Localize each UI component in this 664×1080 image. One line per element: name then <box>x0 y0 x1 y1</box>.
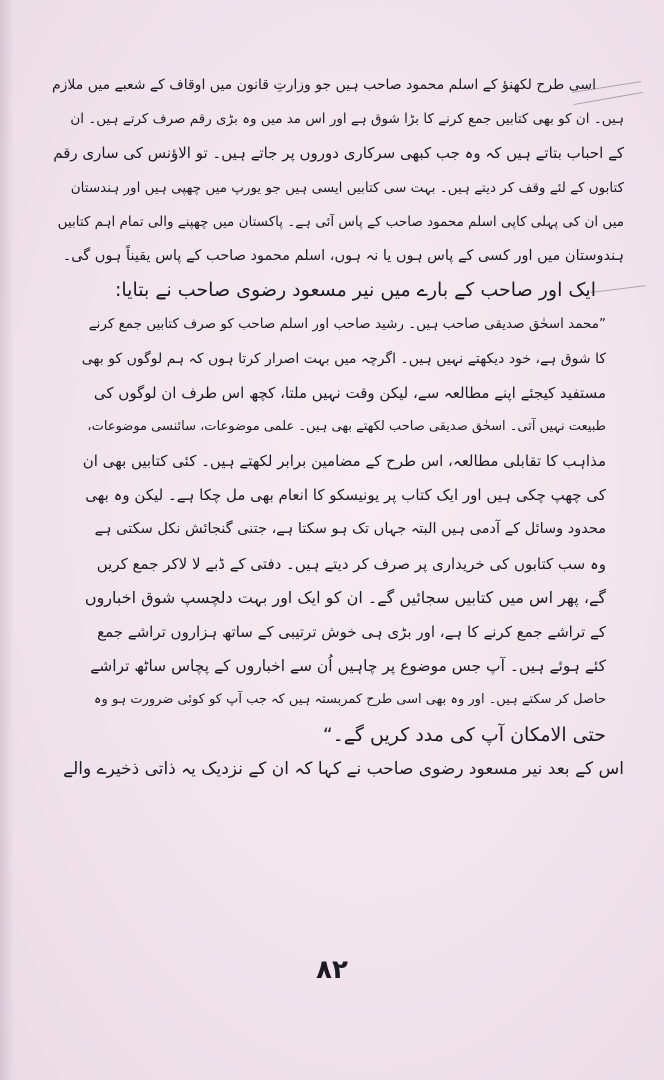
quote-line: کئے ہوئے ہیں۔ آپ جس موضوع پر چاہیں اُن سے اخباروں کے پچاس ساٹھ تراشے <box>90 657 606 676</box>
text-line: ایک اور صاحب کے بارے میں نیر مسعود رضوی صاحب نے بتایا: <box>114 279 596 302</box>
text-line: ہیں۔ ان کو بھی کتابیں جمع کرنے کا بڑا شوق ہے اور اس مد میں وہ بڑی رقم صرف کرتے ہیں۔ ان <box>70 111 624 128</box>
page-spine-shadow <box>0 0 14 1080</box>
text-line: کتابوں کے لئے وقف کر دیتے ہیں۔ بہت سی کتابیں ایسی ہیں جو یورپ میں چھپی ہیں اور ہندستان <box>70 179 624 196</box>
page-body <box>52 68 624 786</box>
quote-line: کی چھپ چکی ہیں اور ایک کتاب پر یونیسکو کا انعام بھی مل چکا ہے۔ لیکن وہ بھی <box>85 486 606 505</box>
quote-line: کے تراشے جمع کرنے کا ہے، اور بڑی ہی خوش ترتیبی کے ساتھ ہزاروں تراشے جمع <box>97 623 606 641</box>
quote-line: حاصل کر سکتے ہیں۔ اور وہ بھی اسی طرح کمربستہ ہیں کہ جب آپ کو کوئی ضرورت ہو وہ <box>93 692 606 708</box>
quote-line: وہ سب کتابوں کی خریداری پر صرف کر دیتے ہیں۔ دفتی کے ڈبے لا لاکر جمع کریں <box>96 554 606 573</box>
text-line: ہندوستان میں اور کسی کے پاس ہوں یا نہ ہوں، اسلم محمود صاحب کے پاس یقیناً ہوں گی۔ <box>62 247 624 264</box>
text-line: میں ان کی پہلی کاپی اسلم محمود صاحب کے پاس آئی ہے۔ پاکستان میں چھپنے والی تمام اہم کتابیں <box>57 213 624 230</box>
quote-line: مستفید کیجئے اپنے مطالعہ سے، لیکن وقت نہیں ملتا، کچھ اس طرف ان لوگوں کی <box>93 383 606 402</box>
quote-line: حتی الامکان آپ کی مدد کریں گے۔“ <box>322 723 606 746</box>
quote-line: طبیعت نہیں آتی۔ اسحٰق صدیقی صاحب لکھتے بھی ہیں۔ علمی موضوعات، سائنسی موضوعات، <box>87 418 606 434</box>
quote-line: ”محمد اسحٰق صدیقی صاحب ہیں۔ رشید صاحب اور اسلم صاحب کو صرف کتابیں جمع کرنے <box>88 316 606 333</box>
page-number: ۸۲ <box>316 955 348 985</box>
text-line: اسی طرح لکھنؤ کے اسلم محمود صاحب ہیں جو وزارتِ قانون میں اوقاف کے شعبے میں ملازم <box>52 77 596 93</box>
quote-line: مذاہب کا تقابلی مطالعہ، اس طرح کے مضامین برابر لکھتے ہیں۔ کئی کتابیں بھی ان <box>82 452 606 471</box>
quote-line: گے، پھر اس میں کتابیں سجائیں گے۔ ان کو ایک اور بہت دلچسپ شوق اخباروں <box>84 587 606 607</box>
text-line: کے احباب بتاتے ہیں کہ وہ جب کبھی سرکاری دوروں پر جاتے ہیں۔ تو الاؤنس کی ساری رقم <box>53 144 624 163</box>
quote-line: کا شوق ہے، خود دیکھتے نہیں ہیں۔ اگرچہ میں بہت اصرار کرتا ہوں کہ ہم لوگوں کو بھی <box>81 350 606 367</box>
quote-line: محدود وسائل کے آدمی ہیں البتہ جہاں تک ہو سکتا ہے، جتنی گنجائش نکل سکتی ہے <box>94 521 606 538</box>
text-line: اس کے بعد نیر مسعود رضوی صاحب نے کہا کہ ان کے نزدیک یہ ذاتی ذخیرے والے <box>63 758 624 779</box>
